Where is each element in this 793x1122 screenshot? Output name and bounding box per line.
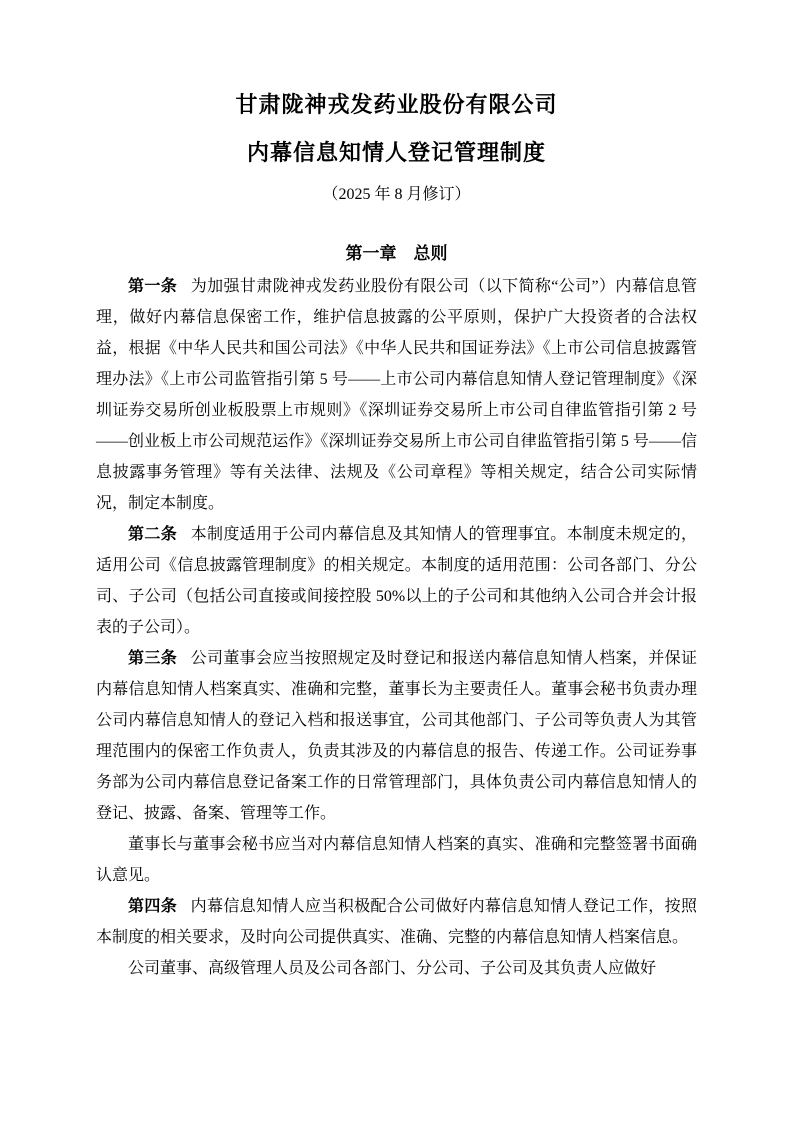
chapter-heading: 第一章 总则 (345, 244, 448, 263)
article-text: 为加强甘肃陇神戎发药业股份有限公司（以下简称“公司”）内幕信息管理，做好内幕信息保密工作，维护信息披露的公平原则，保护广大投资者的合法权益，根据《中华人民共和国公司法》《中华人民共和国证券法》《上市公司信息披露管理办法》《上市公司监管指引第 5 号——上市公司内幕信息知情人登记管理制度》《深圳证券交易所创业板股票上市规则》《深圳证券交易所上市公司自律监管指引第 2 号——创业板上市公司规范运作》《深圳证券交易所上市公司自律监管指引第 5 号——信息披露事务管理》等有关法律、法规及《公司章程》等相关规定，结合公司实际情况，制定本制度。 (96, 278, 697, 512)
paragraph (96, 643, 697, 829)
article-number: 第二条 (128, 526, 178, 543)
article-text: 本制度适用于公司内幕信息及其知情人的管理事宜。本制度未规定的，适用公司《信息披露管理制度》的相关规定。本制度的适用范围：公司各部门、分公司、子公司（包括公司直接或间接控股 50%以上的子公司和其他纳入公司合并会计报表的子公司）。 (96, 526, 697, 636)
paragraph (96, 891, 697, 953)
paragraph (96, 953, 697, 984)
article-number: 第三条 (128, 650, 178, 667)
paragraph (96, 829, 697, 891)
article-text: 内幕信息知情人应当积极配合公司做好内幕信息知情人登记工作，按照本制度的相关要求，及时向公司提供真实、准确、完整的内幕信息知情人档案信息。 (96, 898, 697, 946)
article-text: 董事长与董事会秘书应当对内幕信息知情人档案的真实、准确和完整签署书面确认意见。 (96, 836, 697, 884)
paragraph (96, 519, 697, 643)
article-number: 第一条 (128, 278, 178, 295)
article-text: 公司董事、高级管理人员及公司各部门、分公司、子公司及其负责人应做好 (128, 960, 657, 977)
article-number: 第四条 (128, 898, 178, 915)
revision-note: （2025 年 8 月修订） (322, 186, 471, 203)
document-body (96, 271, 697, 984)
document-title-line2: 内幕信息知情人登记管理制度 (246, 140, 546, 165)
document-title-line1: 甘肃陇神戎发药业股份有限公司 (235, 92, 558, 117)
article-text: 公司董事会应当按照规定及时登记和报送内幕信息知情人档案，并保证内幕信息知情人档案真实、准确和完整，董事长为主要责任人。董事会秘书负责办理公司内幕信息知情人的登记入档和报送事宜，公司其他部门、子公司等负责人为其管理范围内的保密工作负责人，负责其涉及的内幕信息的报告、传递工作。公司证券事务部为公司内幕信息登记备案工作的日常管理部门，具体负责公司内幕信息知情人的登记、披露、备案、管理等工作。 (96, 650, 697, 822)
paragraph (96, 271, 697, 519)
